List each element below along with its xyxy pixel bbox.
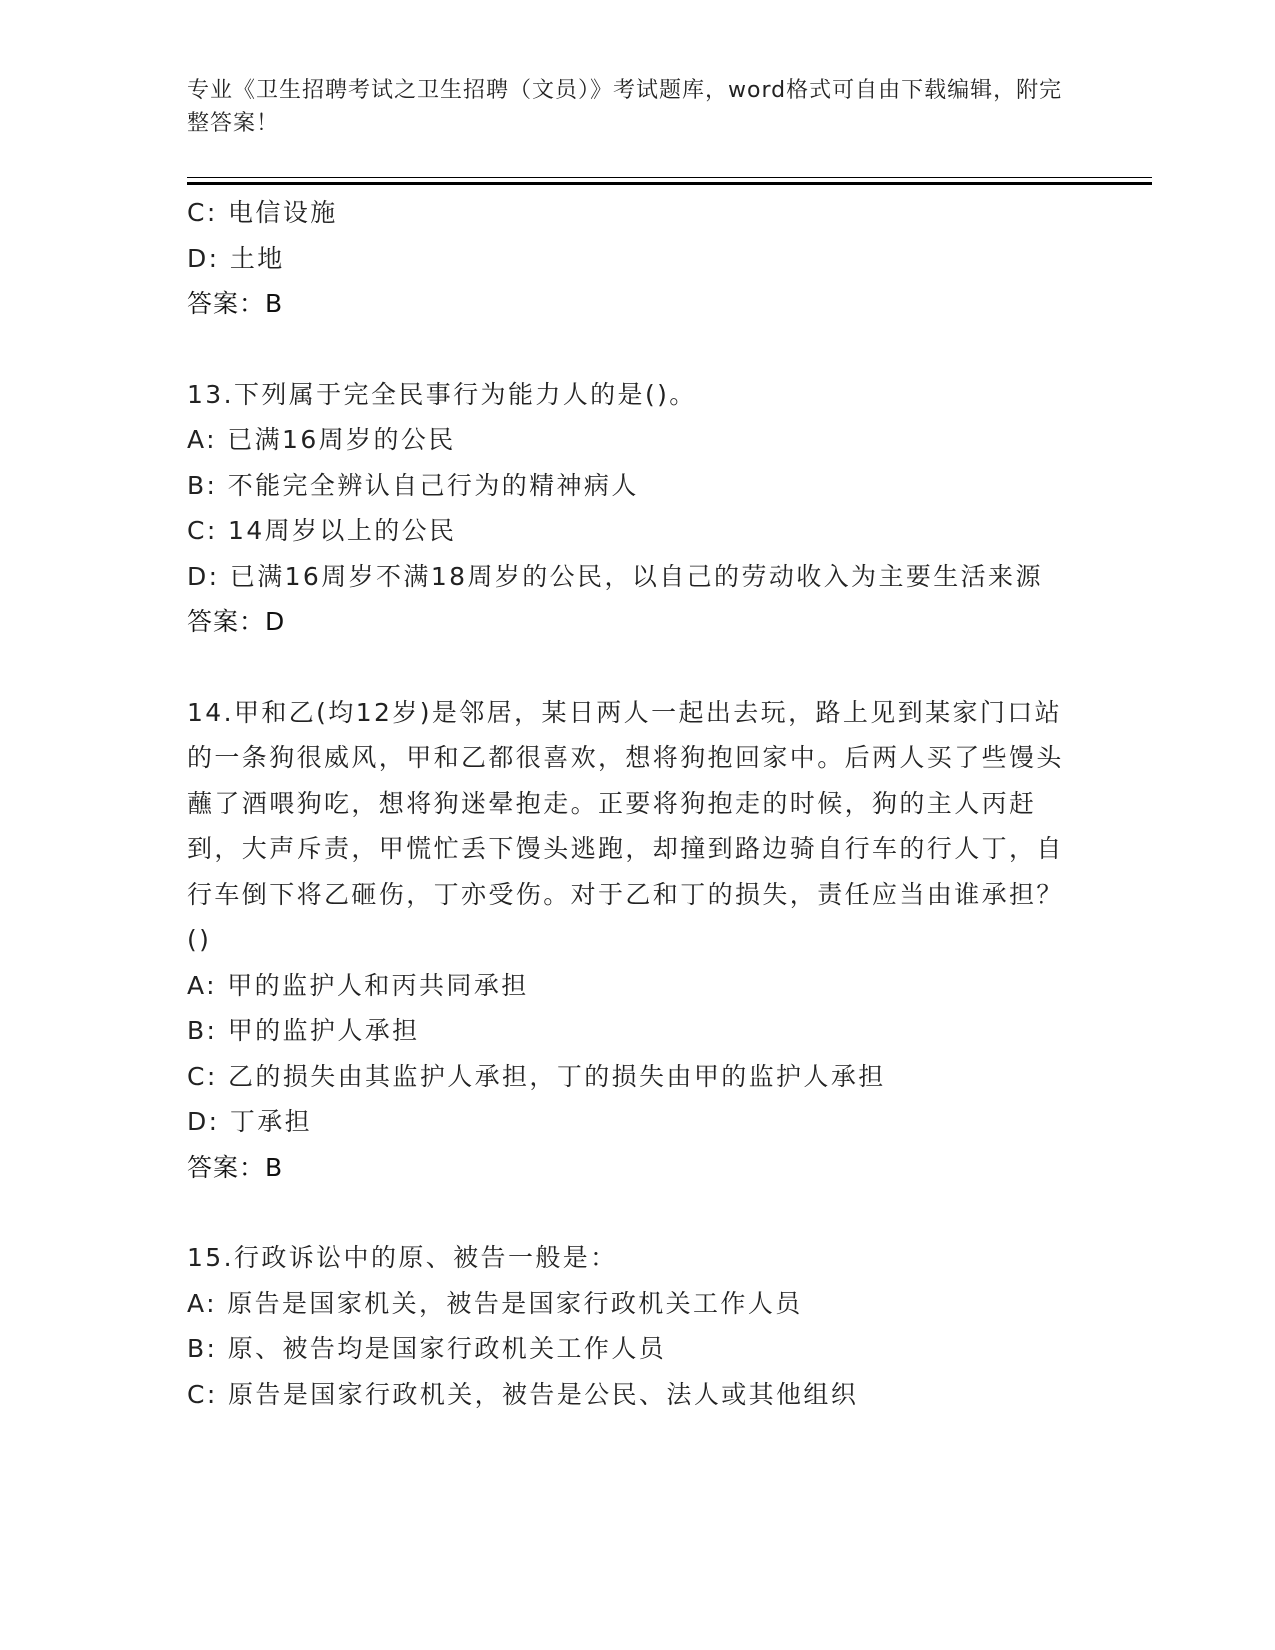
header-divider-thick	[187, 182, 1152, 185]
answer-line: 答案：B	[187, 1152, 284, 1182]
option-a: A: 已满16周岁的公民	[187, 425, 456, 454]
question-stem: 15.行政诉讼中的原、被告一般是：	[187, 1243, 618, 1272]
question-13	[187, 372, 1067, 645]
option-b: B: 不能完全辨认自己行为的精神病人	[187, 470, 639, 500]
header-divider-thin	[187, 177, 1152, 178]
answer-line: 答案：D	[187, 607, 286, 636]
question-14	[187, 690, 1067, 1191]
option-c: C: 电信设施	[187, 198, 338, 227]
question-15	[187, 1235, 1067, 1417]
option-b: B: 甲的监护人承担	[187, 1016, 420, 1045]
question-stem: 14.甲和乙(均12岁)是邻居，某日两人一起出去玩，路上见到某家门口站的一条狗很威风，甲和乙都很喜欢，想将狗抱回家中。后两人买了些馒头蘸了酒喂狗吃，想将狗迷晕抱走。正要将狗抱走的时候，狗的主人丙赶到，大声斥责，甲慌忙丢下馒头逃跑，却撞到路边骑自行车的行人丁，自行车倒下将乙砸伤，丁亦受伤。对于乙和丁的损失，责任应当由谁承担？()	[187, 697, 1064, 954]
option-d: D: 土地	[187, 243, 285, 273]
previous-question-block	[187, 190, 1067, 327]
option-d: D: 已满16周岁不满18周岁的公民，以自己的劳动收入为主要生活来源	[187, 561, 1043, 591]
option-b: B: 原、被告均是国家行政机关工作人员	[187, 1334, 667, 1363]
page-header: 专业《卫生招聘考试之卫生招聘（文员）》考试题库，word格式可自由下载编辑，附完整答案！	[187, 78, 1063, 136]
option-d: D: 丁承担	[187, 1107, 313, 1136]
spacer	[187, 1190, 1067, 1235]
option-c: C: 乙的损失由其监护人承担，丁的损失由甲的监护人承担	[187, 1061, 886, 1091]
answer-line: 答案：B	[187, 289, 284, 318]
question-content	[187, 190, 1067, 1417]
question-stem: 13.下列属于完全民事行为能力人的是()。	[187, 379, 697, 409]
option-a: A: 甲的监护人和丙共同承担	[187, 970, 529, 1000]
option-c: C: 14周岁以上的公民	[187, 516, 457, 545]
spacer	[187, 645, 1067, 690]
spacer	[187, 327, 1067, 372]
option-a: A: 原告是国家机关，被告是国家行政机关工作人员	[187, 1288, 803, 1318]
option-c: C: 原告是国家行政机关，被告是公民、法人或其他组织	[187, 1379, 859, 1409]
